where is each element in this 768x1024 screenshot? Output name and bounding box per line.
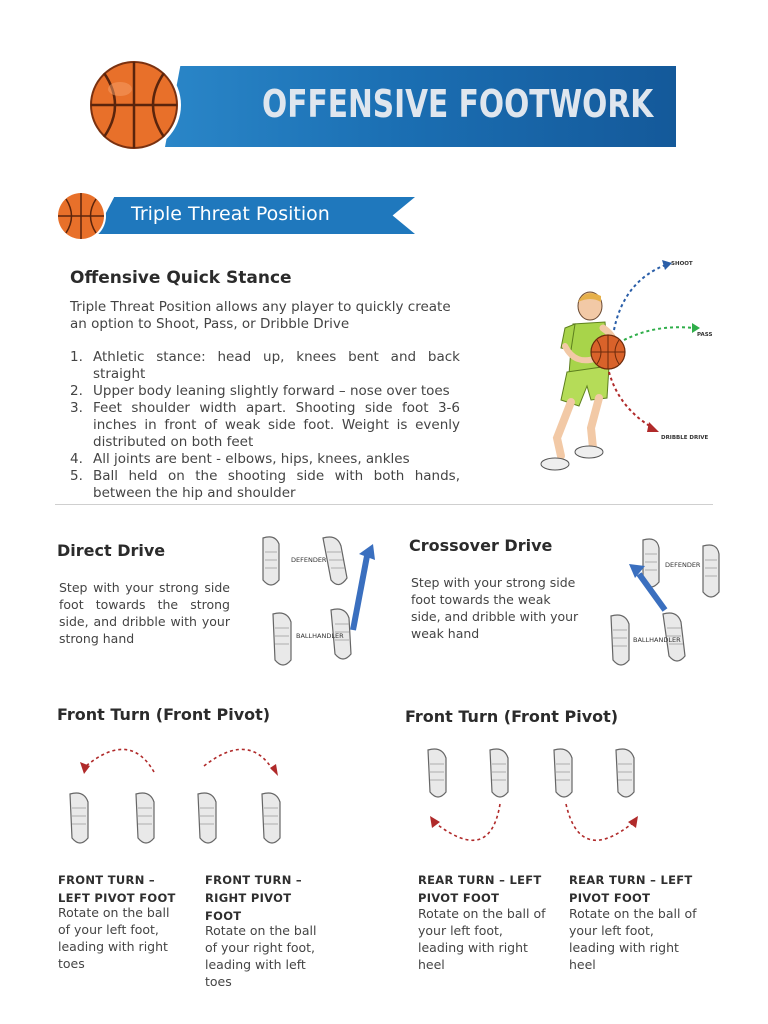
direct-drive-heading: Direct Drive xyxy=(57,541,166,560)
shoe-icon xyxy=(428,749,446,797)
front-turn-left-title: FRONT TURN – LEFT PIVOT FOOT xyxy=(58,873,176,905)
direct-drive-footwork-diagram xyxy=(255,534,385,674)
stance-steps-list xyxy=(70,349,460,502)
crossover-drive-footwork-diagram xyxy=(605,536,735,676)
shoe-icon xyxy=(616,749,634,797)
step-number: 3. xyxy=(70,400,83,416)
step-text: Ball held on the shooting side with both hands, between the hip and shoulder xyxy=(93,468,460,501)
rear-turn-left-text: Rotate on the ball of your left foot, leading with right heel xyxy=(418,906,546,972)
rear-turn-heading: Front Turn (Front Pivot) xyxy=(405,707,619,726)
dribble-drive-label: DRIBBLE DRIVE xyxy=(661,435,709,441)
stance-intro: Triple Threat Position allows any player to quickly create an option to Shoot, Pass, or Dribble Drive xyxy=(70,299,451,332)
direct-drive-text: Step with your strong side foot towards the strong side, and dribble with your strong hand xyxy=(59,580,230,646)
front-turn-left-text: Rotate on the ball of your left foot, leading with right toes xyxy=(58,905,170,971)
front-turn-heading: Front Turn (Front Pivot) xyxy=(57,705,271,724)
ballhandler-label: BALLHANDLER xyxy=(296,632,344,640)
shoot-label: SHOOT xyxy=(671,261,693,267)
crossover-drive-text: Step with your strong side foot towards the weak side, and dribble with your weak hand xyxy=(411,575,579,641)
crossover-drive-heading: Crossover Drive xyxy=(409,536,553,555)
step-number: 5. xyxy=(70,468,83,484)
shoe-icon xyxy=(262,793,280,843)
rear-turn-left-title: REAR TURN – LEFT PIVOT FOOT xyxy=(418,873,542,905)
rear-turn-diagram xyxy=(420,746,650,866)
step-text: Feet shoulder width apart. Shooting side foot 3-6 inches in front of weak side foot. Weight is evenly distributed on both feet xyxy=(93,400,460,450)
step-number: 4. xyxy=(70,451,83,467)
step-text: Athletic stance: head up, knees bent and back straight xyxy=(93,349,460,382)
shoe-icon xyxy=(554,749,572,797)
section-divider xyxy=(55,504,713,505)
section-title: Triple Threat Position xyxy=(131,203,330,225)
list-item xyxy=(70,451,460,468)
shoe-icon xyxy=(611,615,629,665)
list-item xyxy=(70,383,460,400)
front-turn-right-title: FRONT TURN – RIGHT PIVOT FOOT xyxy=(205,873,302,923)
front-turn-diagram xyxy=(60,738,300,848)
ballhandler-label: BALLHANDLER xyxy=(633,636,681,644)
list-item xyxy=(70,349,460,383)
basketball-logo-icon xyxy=(84,55,184,155)
rear-turn-right-title: REAR TURN – LEFT PIVOT FOOT xyxy=(569,873,693,905)
page-title: OFFENSIVE FOOTWORK xyxy=(262,82,654,126)
pass-arrow-icon xyxy=(622,318,702,348)
list-item xyxy=(70,400,460,451)
stance-heading: Offensive Quick Stance xyxy=(70,268,292,288)
shoe-icon xyxy=(198,793,216,843)
shoe-icon xyxy=(703,545,719,597)
rear-turn-right-text: Rotate on the ball of your left foot, leading with right heel xyxy=(569,906,697,972)
dribble-arrow-icon xyxy=(605,368,665,438)
shoe-icon xyxy=(136,793,154,843)
shoe-icon xyxy=(490,749,508,797)
list-item xyxy=(70,468,460,502)
step-text: Upper body leaning slightly forward – nose over toes xyxy=(93,383,450,399)
defender-label: DEFENDER xyxy=(665,561,701,569)
shoe-icon xyxy=(263,537,279,585)
basketball-icon xyxy=(55,190,107,242)
defender-label: DEFENDER xyxy=(291,556,327,564)
shoe-icon xyxy=(273,613,291,665)
shoe-icon xyxy=(70,793,88,843)
step-text: All joints are bent - elbows, hips, knees, ankles xyxy=(93,451,410,467)
shoe-icon xyxy=(323,537,347,585)
front-turn-right-text: Rotate on the ball of your right foot, leading with left toes xyxy=(205,923,317,989)
pass-label: PASS xyxy=(697,332,713,338)
step-number: 2. xyxy=(70,383,83,399)
step-number: 1. xyxy=(70,349,83,365)
